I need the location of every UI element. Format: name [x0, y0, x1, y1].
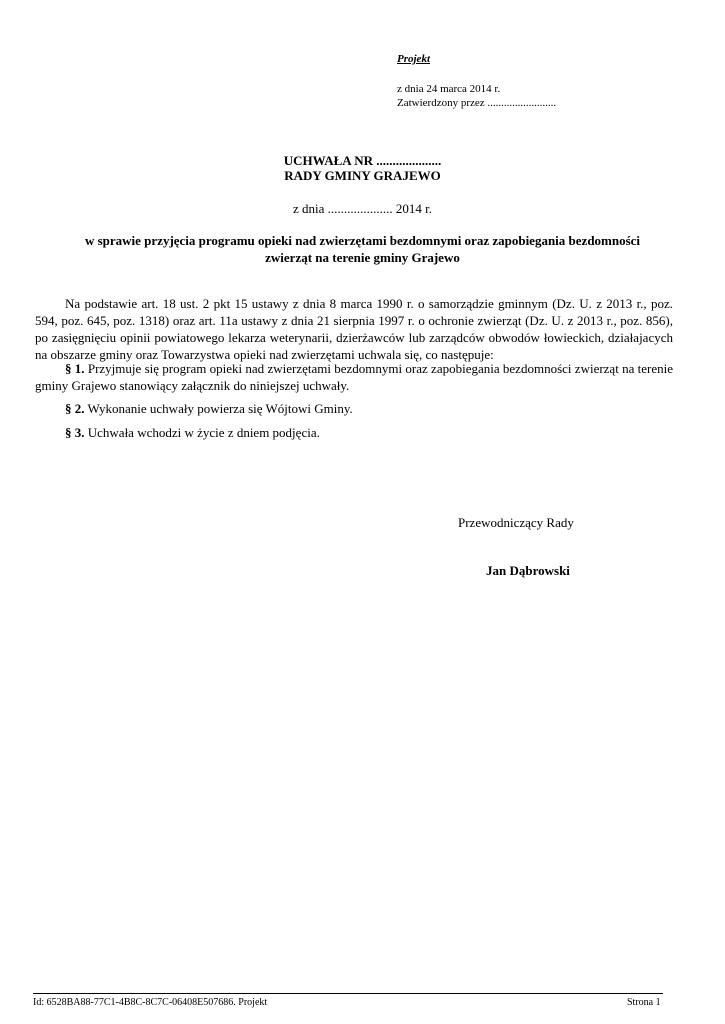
section-1 [35, 360, 673, 394]
section-2 [35, 400, 673, 417]
resolution-number: UCHWAŁA NR .................... [283, 153, 442, 168]
council-name: RADY GMINY GRAJEWO [284, 168, 441, 183]
header-approved-line: Zatwierdzony przez ......................... [397, 97, 557, 109]
preamble-text: Na podstawie art. 18 ust. 2 pkt 15 ustawy z dnia 8 marca 1990 r. o samorządzie gminnym (Dz. U. z 2013 r., poz. 594, poz. 645, poz. 1318) oraz art. 11a ustawy z dnia 21 sierpnia 1997 r. o ochronie zwierząt (Dz. U. z 2013 r., poz. 856), po zasięgnięciu opinii powiatowego lekarza weterynarii, dzierżawców lub zarządców obwodów łowieckich, działajacych na obszarze gminy oraz Towarzystwa opieki nad zwierzętami uchwala się, co następuje: [35, 296, 673, 362]
footer-page-number: Strona 1 [627, 997, 661, 1008]
signature-role: Przewodniczący Rady [458, 515, 574, 530]
footer-document-id: Id: 6528BA88-77C1-4B8C-8C7C-06408E507686. Projekt [33, 997, 268, 1008]
section-1-number: § 1. [65, 361, 85, 376]
section-3 [35, 424, 673, 441]
section-3-text: Uchwała wchodzi w życie z dniem podjęcia. [87, 425, 320, 440]
signature-name: Jan Dąbrowski [486, 563, 570, 578]
resolution-date: z dnia .................... 2014 r. [292, 201, 432, 216]
section-1-text: Przyjmuje się program opieki nad zwierzętami bezdomnymi oraz zapobiegania bezdomności zwierząt na terenie gminy Grajewo stanowiący załącznik do niniejszej uchwały. [35, 361, 674, 393]
section-2-number: § 2. [65, 401, 85, 416]
section-3-number: § 3. [65, 425, 85, 440]
footer-divider [33, 993, 663, 994]
preamble-paragraph [35, 295, 673, 363]
subject-line-1: w sprawie przyjęcia programu opieki nad zwierzętami bezdomnymi oraz zapobiegania bezdomności [84, 233, 641, 248]
header-date-line: z dnia 24 marca 2014 r. [397, 83, 501, 95]
subject-line-2: zwierząt na terenie gminy Grajewo [265, 250, 460, 265]
projekt-label: Projekt [397, 53, 430, 65]
section-2-text: Wykonanie uchwały powierza się Wójtowi Gminy. [87, 401, 353, 416]
